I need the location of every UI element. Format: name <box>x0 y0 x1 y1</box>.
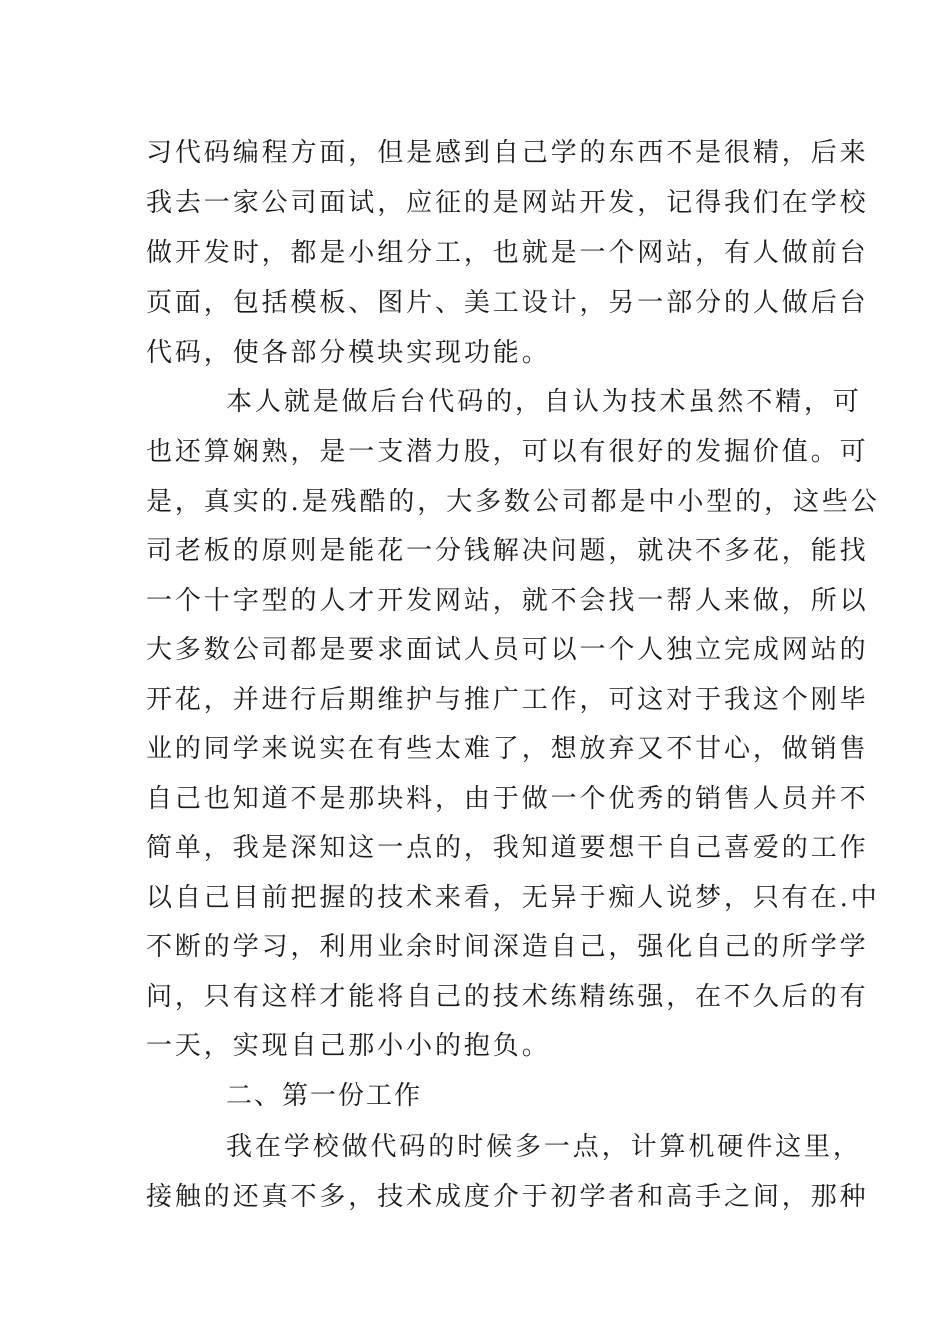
body-text-line: 业的同学来说实在有些太难了，想放弃又不甘心，做销售 <box>146 734 869 764</box>
body-text-line: 不断的学习，利用业余时间深造自己，强化自己的所学学 <box>146 932 869 962</box>
body-text-line: 是，真实的.是残酷的，大多数公司都是中小型的，这些公 <box>146 487 880 517</box>
body-text-line: 司老板的原则是能花一分钱解决问题，就决不多花，能找 <box>146 536 869 566</box>
body-text-line: 自己也知道不是那块料，由于做一个优秀的销售人员并不 <box>146 784 869 814</box>
body-text-line: 问，只有这样才能将自己的技术练精练强，在不久后的有 <box>146 982 869 1012</box>
body-text-line: 页面，包括模板、图片、美工设计，另一部分的人做后台 <box>146 288 869 318</box>
section-heading: 二、第一份工作 <box>226 1081 423 1111</box>
paragraph-first-line: 本人就是做后台代码的，自认为技术虽然不精，可 <box>226 387 862 417</box>
body-text-line: 大多数公司都是要求面试人员可以一个人独立完成网站的 <box>146 635 869 665</box>
body-text-line: 我去一家公司面试，应征的是网站开发，记得我们在学校 <box>146 188 869 218</box>
body-text-line: 一个十字型的人才开发网站，就不会找一帮人来做，所以 <box>146 586 869 616</box>
body-text-line: 开花，并进行后期维护与推广工作，可这对于我这个刚毕 <box>146 685 869 715</box>
paragraph-first-line: 我在学校做代码的时候多一点，计算机硬件这里， <box>226 1132 862 1162</box>
body-text-line: 习代码编程方面，但是感到自己学的东西不是很精，后来 <box>146 138 869 168</box>
body-text-line: 做开发时，都是小组分工，也就是一个网站，有人做前台 <box>146 238 869 268</box>
body-text-line: 简单，我是深知这一点的，我知道要想干自己喜爱的工作 <box>146 833 869 863</box>
body-text-line: 以自己目前把握的技术来看，无异于痴人说梦，只有在.中 <box>146 883 880 913</box>
body-text-line: 代码，使各部分模块实现功能。 <box>146 338 551 368</box>
body-text-line: 接触的还真不多，技术成度介于初学者和高手之间，那种 <box>146 1182 869 1212</box>
body-text-line: 也还算娴熟，是一支潜力股，可以有很好的发掘价值。可 <box>146 437 869 467</box>
body-text-line: 一天，实现自己那小小的抱负。 <box>146 1031 551 1061</box>
